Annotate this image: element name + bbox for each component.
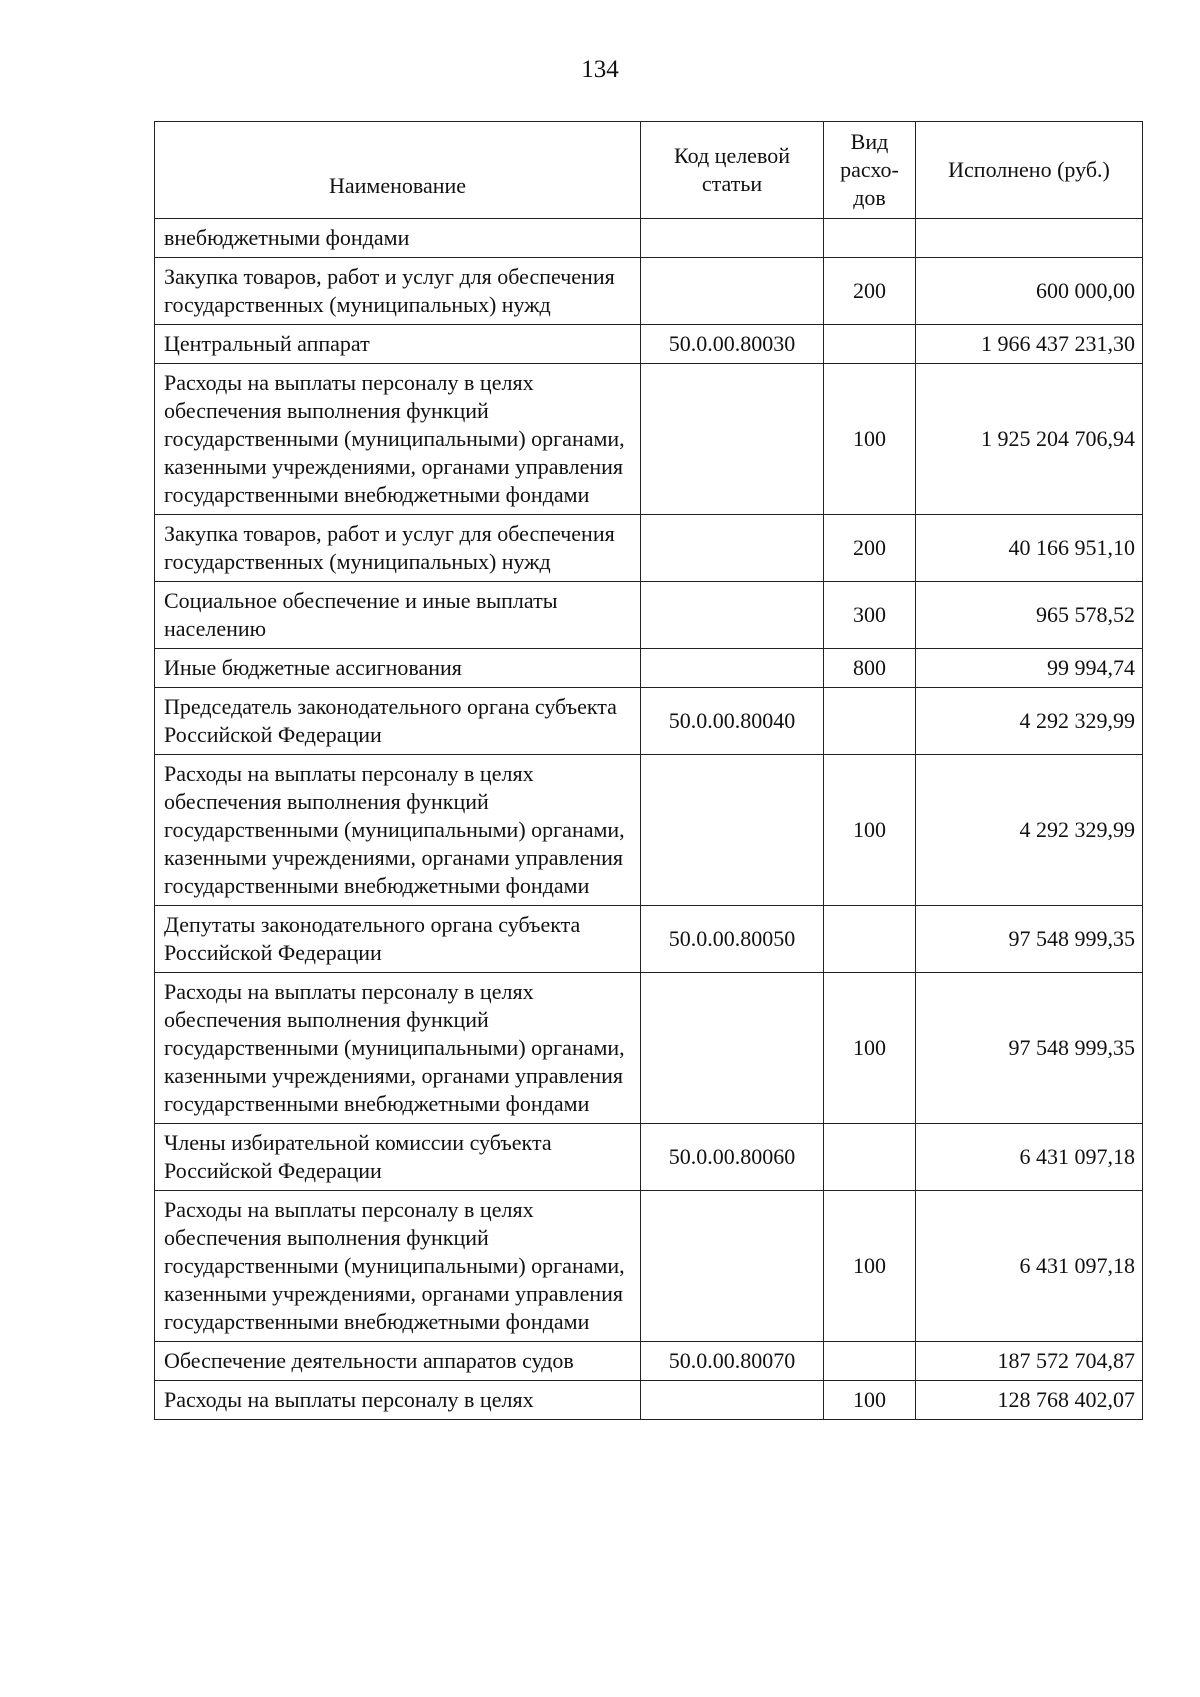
table-row [155, 219, 1143, 258]
table-header-row [155, 122, 1143, 219]
row-kind: 100 [824, 973, 916, 1124]
row-name: Расходы на выплаты персоналу в целях обеспечения выполнения функций государственными (муниципальными) органами, казенными учреждениями, органами управления государственными внебюджетными фондами [155, 364, 641, 515]
row-code [641, 1381, 824, 1420]
row-amount: 1 966 437 231,30 [916, 325, 1143, 364]
row-amount: 99 994,74 [916, 649, 1143, 688]
row-code [641, 649, 824, 688]
table-row [155, 1342, 1143, 1381]
row-kind: 100 [824, 755, 916, 906]
row-amount: 97 548 999,35 [916, 973, 1143, 1124]
row-code [641, 1191, 824, 1342]
table-row [155, 1124, 1143, 1191]
row-kind: 200 [824, 515, 916, 582]
table-row [155, 649, 1143, 688]
page-number: 134 [581, 56, 619, 83]
row-kind: 300 [824, 582, 916, 649]
row-kind [824, 1124, 916, 1191]
row-kind: 800 [824, 649, 916, 688]
row-code [641, 973, 824, 1124]
budget-execution-table [154, 121, 1143, 1420]
row-kind [824, 325, 916, 364]
row-code: 50.0.00.80040 [641, 688, 824, 755]
row-code: 50.0.00.80060 [641, 1124, 824, 1191]
row-amount: 965 578,52 [916, 582, 1143, 649]
row-kind: 100 [824, 1191, 916, 1342]
row-code [641, 582, 824, 649]
row-name: Депутаты законодательного органа субъекта Российской Федерации [155, 906, 641, 973]
table-row [155, 258, 1143, 325]
row-kind: 200 [824, 258, 916, 325]
row-amount: 187 572 704,87 [916, 1342, 1143, 1381]
row-name: Расходы на выплаты персоналу в целях обеспечения выполнения функций государственными (муниципальными) органами, казенными учреждениями, органами управления государственными внебюджетными фондами [155, 973, 641, 1124]
column-header-code: Код целевой статьи [641, 122, 824, 219]
row-code: 50.0.00.80030 [641, 325, 824, 364]
column-header-kind: Вид расхо-дов [824, 122, 916, 219]
row-code [641, 364, 824, 515]
row-amount: 40 166 951,10 [916, 515, 1143, 582]
row-name: Расходы на выплаты персоналу в целях обеспечения выполнения функций государственными (муниципальными) органами, казенными учреждениями, органами управления государственными внебюджетными фондами [155, 755, 641, 906]
row-kind [824, 1342, 916, 1381]
row-name: Закупка товаров, работ и услуг для обеспечения государственных (муниципальных) нужд [155, 515, 641, 582]
row-kind [824, 906, 916, 973]
row-code [641, 755, 824, 906]
row-code: 50.0.00.80070 [641, 1342, 824, 1381]
table-row [155, 364, 1143, 515]
row-amount: 4 292 329,99 [916, 688, 1143, 755]
row-kind [824, 219, 916, 258]
row-amount: 1 925 204 706,94 [916, 364, 1143, 515]
row-name: Председатель законодательного органа субъекта Российской Федерации [155, 688, 641, 755]
row-name: Центральный аппарат [155, 325, 641, 364]
row-amount: 4 292 329,99 [916, 755, 1143, 906]
row-kind: 100 [824, 1381, 916, 1420]
row-code: 50.0.00.80050 [641, 906, 824, 973]
row-name: Иные бюджетные ассигнования [155, 649, 641, 688]
table-row [155, 325, 1143, 364]
row-amount: 6 431 097,18 [916, 1191, 1143, 1342]
row-code [641, 258, 824, 325]
table-row [155, 906, 1143, 973]
row-amount: 128 768 402,07 [916, 1381, 1143, 1420]
column-header-amount: Исполнено (руб.) [916, 122, 1143, 219]
row-code [641, 219, 824, 258]
row-name: внебюджетными фондами [155, 219, 641, 258]
row-amount: 6 431 097,18 [916, 1124, 1143, 1191]
table-row [155, 582, 1143, 649]
row-name: Закупка товаров, работ и услуг для обеспечения государственных (муниципальных) нужд [155, 258, 641, 325]
row-name: Расходы на выплаты персоналу в целях обеспечения выполнения функций государственными (муниципальными) органами, казенными учреждениями, органами управления государственными внебюджетными фондами [155, 1191, 641, 1342]
row-code [641, 515, 824, 582]
table-row [155, 973, 1143, 1124]
row-amount: 600 000,00 [916, 258, 1143, 325]
table-row [155, 1191, 1143, 1342]
table-row [155, 1381, 1143, 1420]
table-row [155, 515, 1143, 582]
row-amount [916, 219, 1143, 258]
table-row [155, 688, 1143, 755]
row-name: Расходы на выплаты персоналу в целях [155, 1381, 641, 1420]
column-header-name: Наименование [155, 122, 641, 219]
row-name: Социальное обеспечение и иные выплаты населению [155, 582, 641, 649]
table-row [155, 755, 1143, 906]
row-name: Члены избирательной комиссии субъекта Российской Федерации [155, 1124, 641, 1191]
row-kind: 100 [824, 364, 916, 515]
row-kind [824, 688, 916, 755]
row-amount: 97 548 999,35 [916, 906, 1143, 973]
row-name: Обеспечение деятельности аппаратов судов [155, 1342, 641, 1381]
